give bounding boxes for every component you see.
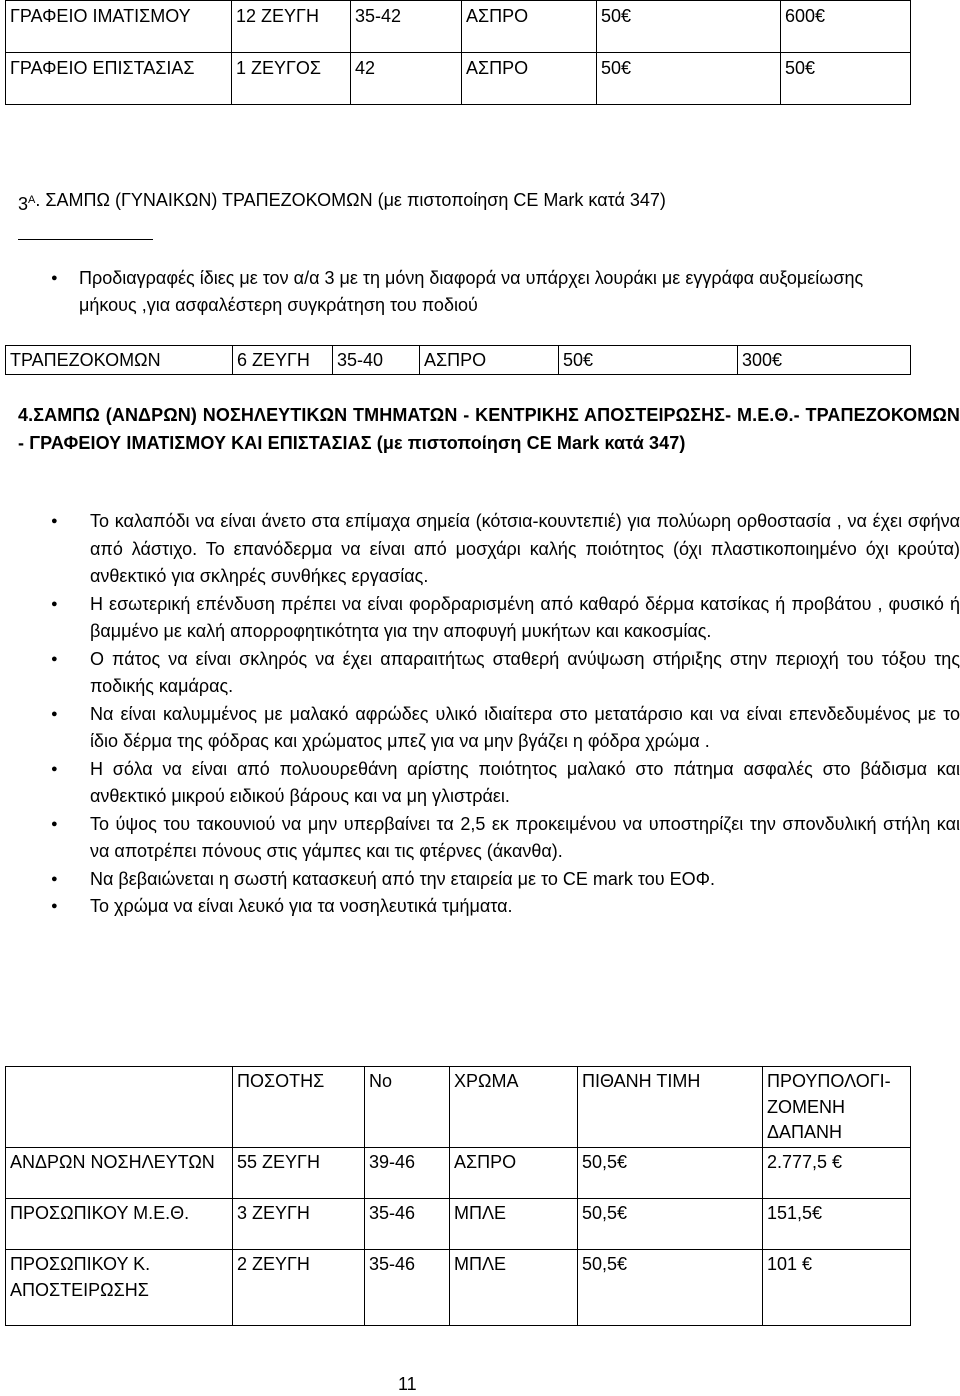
list-item: ● Προδιαγραφές ίδιες με τον α/α 3 με τη μόνη διαφορά να υπάρχει λουράκι με εγγράφα αυξομείωσης μήκους ,για ασφαλέστερη συγκράτηση του ποδιού [5, 265, 910, 319]
table-row [6, 1250, 911, 1326]
table-cell: 1 ΖΕΥΓΟΣ [232, 53, 351, 105]
table-header-cell: ΧΡΩΜΑ [450, 1067, 578, 1148]
table-header-cell: ΠΙΘΑΝΗ ΤΙΜΗ [578, 1067, 763, 1148]
section-number: 3 [18, 194, 29, 214]
section-superscript: Α [28, 194, 36, 206]
table-cell: ΠΡΟΣΩΠΙΚΟΥ Μ.Ε.Θ. [6, 1199, 233, 1250]
list-item: ● Να είναι καλυμμένος με μαλακό αφρώδες υλικό ιδιαίτερα στο μετατάρσιο και να είναι επενδεδυμένος με το ίδιο δέρμα της φόδρας και χρώματος μπεζ για να μην βγάζει η φόδρα χρώμα . [5, 701, 960, 756]
table-cell: ΤΡΑΠΕΖΟΚΟΜΩΝ [6, 346, 233, 375]
section-3a-table [5, 345, 911, 375]
table-cell: 50,5€ [578, 1250, 763, 1326]
table-cell: ΜΠΛΕ [450, 1199, 578, 1250]
heading-underline [18, 239, 153, 240]
table-cell: ΓΡΑΦΕΙΟ ΕΠΙΣΤΑΣΙΑΣ [6, 53, 232, 105]
table-cell: ΑΣΠΡΟ [462, 1, 597, 53]
table-cell: ΜΠΛΕ [450, 1250, 578, 1326]
table-cell: 50€ [597, 53, 781, 105]
table-cell: 50€ [781, 53, 911, 105]
table-cell: 35-46 [365, 1250, 450, 1326]
section-3a-bullets [5, 265, 910, 319]
list-item: ● Το ύψος του τακουνιού να μην υπερβαίνει τα 2,5 εκ προκειμένου να υποστηρίζει την σπονδυλική στήλη και να αποτρέπει πόνους στις γάμπες και τις φτέρνες (άκανθα). [5, 811, 960, 866]
table-header-cell: ΠΡΟΥΠΟΛΟΓΙ-ΖΟΜΕΝΗ ΔΑΠΑΝΗ [763, 1067, 911, 1148]
section-4-bullets [5, 508, 960, 921]
list-item: ● Ο πάτος να είναι σκληρός να έχει απαραιτήτως σταθερή ανύψωση στήριξης στην περιοχή του τόξου της ποδικής καμάρας. [5, 646, 960, 701]
list-item: ● Το καλαπόδι να είναι άνετο στα επίμαχα σημεία (κότσια-κουντεπιέ) για πολύωρη ορθοστασία , να έχει σφήνα από λάστιχο. Το επανόδερμα να είναι από μοσχάρι καλής ποιότητος (όχι πλαστικοποιημένο όχι κρούτα) ανθεκτικό για σκληρές συνθήκες εργασίας. [5, 508, 960, 591]
table-row [6, 1, 911, 53]
table-header-row [6, 1067, 911, 1148]
table-cell: 50,5€ [578, 1199, 763, 1250]
table-row [6, 346, 911, 375]
list-item: ● Η εσωτερική επένδυση πρέπει να είναι φορδραρισμένη από καθαρό δέρμα κατσίκας ή προβάτου , φυσικό ή βαμμένο με καλή απορροφητικότητα για την αποφυγή μυκήτων και κακοσμίας. [5, 591, 960, 646]
table-cell: 50€ [559, 346, 738, 375]
list-item: ● Να βεβαιώνεται η σωστή κατασκευή από την εταιρεία με το CE mark του ΕΟΦ. [5, 866, 960, 894]
table-row [6, 1199, 911, 1250]
table-cell: 35-46 [365, 1199, 450, 1250]
table-cell: ΑΣΠΡΟ [450, 1148, 578, 1199]
table-cell: ΓΡΑΦΕΙΟ ΙΜΑΤΙΣΜΟΥ [6, 1, 232, 53]
table-cell: 35-42 [351, 1, 462, 53]
table-cell: 101 € [763, 1250, 911, 1326]
table-cell: 3 ΖΕΥΓΗ [233, 1199, 365, 1250]
table-cell: 39-46 [365, 1148, 450, 1199]
list-item: ● Η σόλα να είναι από πολυουρεθάνη αρίστης ποιότητος μαλακό στο πάτημα ασφαλές στο βάδισμα και ανθεκτικό μικρού ειδικού βάρους και να μη γλιστράει. [5, 756, 960, 811]
bottom-cost-table [5, 1066, 911, 1326]
table-cell: 600€ [781, 1, 911, 53]
table-cell: 2 ΖΕΥΓΗ [233, 1250, 365, 1326]
table-cell: 12 ΖΕΥΓΗ [232, 1, 351, 53]
table-header-cell: ΠΟΣΟΤΗΣ [233, 1067, 365, 1148]
section-4-heading: 4.ΣΑΜΠΩ (ΑΝΔΡΩΝ) ΝΟΣΗΛΕΥΤΙΚΩΝ ΤΜΗΜΑΤΩΝ - ΚΕΝΤΡΙΚΗΣ ΑΠΟΣΤΕΙΡΩΣΗΣ- Μ.Ε.Θ.- ΤΡΑΠΕΖΟΚΟΜΩΝ - ΓΡΑΦΕΙΟΥ ΙΜΑΤΙΣΜΟΥ ΚΑΙ ΕΠΙΣΤΑΣΙΑΣ (με πιστοποίηση CE Mark κατά 347) [18, 405, 960, 453]
table-cell: ΠΡΟΣΩΠΙΚΟΥ Κ. ΑΠΟΣΤΕΙΡΩΣΗΣ [6, 1250, 233, 1326]
table-cell: 2.777,5 € [763, 1148, 911, 1199]
page-number: 11 [398, 1374, 417, 1394]
table-cell: 42 [351, 53, 462, 105]
table-cell: 50€ [597, 1, 781, 53]
table-cell: ΑΣΠΡΟ [420, 346, 559, 375]
table-cell: ΑΣΠΡΟ [462, 53, 597, 105]
table-cell: ΑΝΔΡΩΝ ΝΟΣΗΛΕΥΤΩΝ [6, 1148, 233, 1199]
list-item: ● Το χρώμα να είναι λευκό για τα νοσηλευτικά τμήματα. [5, 893, 960, 921]
section-title: . ΣΑΜΠΩ (ΓΥΝΑΙΚΩΝ) ΤΡΑΠΕΖΟΚΟΜΩΝ (με πιστοποίηση CE Mark κατά 347) [35, 190, 666, 210]
table-cell: 300€ [738, 346, 911, 375]
table-row [6, 1148, 911, 1199]
top-price-table [5, 0, 911, 105]
table-cell: 151,5€ [763, 1199, 911, 1250]
table-cell: 55 ΖΕΥΓΗ [233, 1148, 365, 1199]
table-header-cell: Νο [365, 1067, 450, 1148]
table-cell: 35-40 [333, 346, 420, 375]
table-header-cell [6, 1067, 233, 1148]
section-3a-heading [18, 187, 918, 218]
table-cell: 50,5€ [578, 1148, 763, 1199]
table-cell: 6 ΖΕΥΓΗ [233, 346, 333, 375]
table-row [6, 53, 911, 105]
